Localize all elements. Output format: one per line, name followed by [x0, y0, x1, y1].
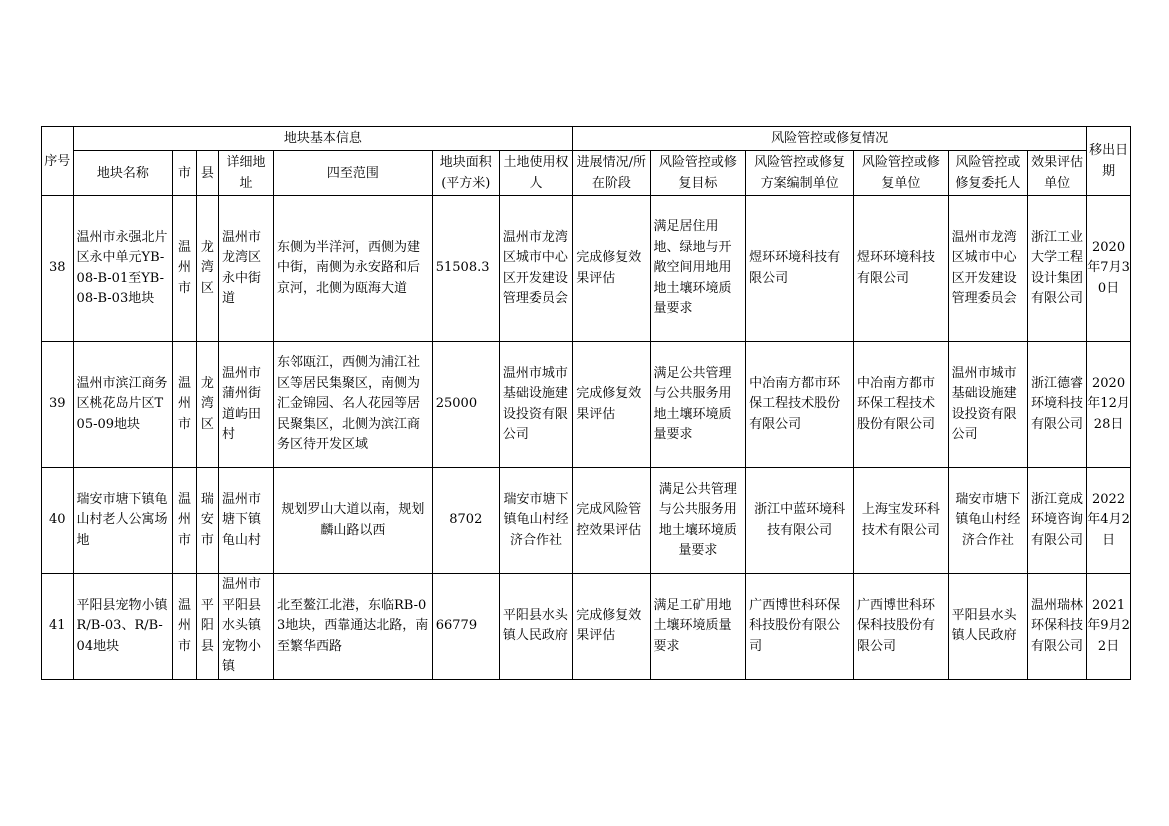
- row-owner: 温州市城市基础设施建设投资有限公司: [499, 342, 572, 468]
- row-county: 龙湾区: [196, 342, 218, 468]
- row-client: 平阳县水头镇人民政府: [948, 574, 1027, 680]
- header-boundary: 四至范围: [273, 151, 432, 196]
- row-date: 2020年7月30日: [1087, 196, 1131, 342]
- row-client: 温州市龙湾区城市中心区开发建设管理委员会: [948, 196, 1027, 342]
- row-seq: 39: [42, 342, 74, 468]
- header-address: 详细地址: [219, 151, 274, 196]
- row-plan-unit: 中冶南方都市环保工程技术股份有限公司: [746, 342, 854, 468]
- row-name: 温州市滨江商务区桃花岛片区T05-09地块: [73, 342, 173, 468]
- row-city: 温州市: [173, 468, 196, 574]
- row-goal: 满足公共管理与公共服务用地土壤环境质量要求: [650, 342, 746, 468]
- row-progress: 完成修复效果评估: [573, 342, 650, 468]
- header-area: 地块面积(平方米): [432, 151, 499, 196]
- row-date: 2022年4月2日: [1087, 468, 1131, 574]
- row-eval-unit: 浙江竟成环境咨询有限公司: [1028, 468, 1087, 574]
- site-table: [41, 126, 1131, 680]
- row-name: 瑞安市塘下镇龟山村老人公寓场地: [73, 468, 173, 574]
- row-area: 8702: [432, 468, 499, 574]
- row-plan-unit: 浙江中蓝环境科技有限公司: [746, 468, 854, 574]
- row-owner: 温州市龙湾区城市中心区开发建设管理委员会: [499, 196, 572, 342]
- row-seq: 38: [42, 196, 74, 342]
- row-city: 温州市: [173, 342, 196, 468]
- row-county: 瑞安市: [196, 468, 218, 574]
- table-row: [42, 196, 1131, 342]
- row-address: 温州市龙湾区永中街道: [219, 196, 274, 342]
- row-name: 温州市永强北片区永中单元YB-08-B-01至YB-08-B-03地块: [73, 196, 173, 342]
- row-owner: 瑞安市塘下镇龟山村经济合作社: [499, 468, 572, 574]
- row-city: 温州市: [173, 574, 196, 680]
- row-client: 瑞安市塘下镇龟山村经济合作社: [948, 468, 1027, 574]
- header-name: 地块名称: [73, 151, 173, 196]
- row-address: 温州市蒲州街道屿田村: [219, 342, 274, 468]
- row-repair-unit: 广西博世科环保科技股份有限公司: [854, 574, 949, 680]
- row-plan-unit: 煜环环境科技有限公司: [746, 196, 854, 342]
- table-row: [42, 342, 1131, 468]
- header-risk-info: 风险管控或修复情况: [573, 127, 1087, 151]
- row-eval-unit: 温州瑞林环保科技有限公司: [1028, 574, 1087, 680]
- header-city: 市: [173, 151, 196, 196]
- row-area: 25000: [432, 342, 499, 468]
- header-row-groups: [42, 127, 1131, 151]
- row-progress: 完成修复效果评估: [573, 574, 650, 680]
- row-county: 平阳县: [196, 574, 218, 680]
- row-boundary: 东邻瓯江，西侧为浦江社区等居民集聚区，南侧为汇金锦园、名人花园等居民聚集区，北侧为滨江商务区待开发区域: [273, 342, 432, 468]
- row-date: 2021年9月22日: [1087, 574, 1131, 680]
- header-removal-date: 移出日期: [1087, 127, 1131, 196]
- header-row-columns: [42, 151, 1131, 196]
- row-progress: 完成风险管控效果评估: [573, 468, 650, 574]
- header-basic-info: 地块基本信息: [73, 127, 573, 151]
- row-goal: 满足工矿用地土壤环境质量要求: [650, 574, 746, 680]
- row-address: 温州市塘下镇龟山村: [219, 468, 274, 574]
- header-seq: 序号: [42, 127, 74, 196]
- row-seq: 40: [42, 468, 74, 574]
- row-eval-unit: 浙江工业大学工程设计集团有限公司: [1028, 196, 1087, 342]
- row-progress: 完成修复效果评估: [573, 196, 650, 342]
- row-county: 龙湾区: [196, 196, 218, 342]
- table-row: [42, 468, 1131, 574]
- header-eval-unit: 效果评估单位: [1028, 151, 1087, 196]
- row-repair-unit: 煜环环境科技有限公司: [854, 196, 949, 342]
- row-boundary: 规划罗山大道以南，规划麟山路以西: [273, 468, 432, 574]
- row-area: 66779: [432, 574, 499, 680]
- header-goal: 风险管控或修复目标: [650, 151, 746, 196]
- header-progress: 进展情况/所在阶段: [573, 151, 650, 196]
- row-eval-unit: 浙江德睿环境科技有限公司: [1028, 342, 1087, 468]
- header-county: 县: [196, 151, 218, 196]
- row-seq: 41: [42, 574, 74, 680]
- row-boundary: 北至鳌江北港，东临RB-03地块，西靠通达北路，南至繁华西路: [273, 574, 432, 680]
- header-client: 风险管控或修复委托人: [948, 151, 1027, 196]
- header-repair-unit: 风险管控或修复单位: [854, 151, 949, 196]
- row-goal: 满足公共管理与公共服务用地土壤环境质量要求: [650, 468, 746, 574]
- row-repair-unit: 中冶南方都市环保工程技术股份有限公司: [854, 342, 949, 468]
- table-row: [42, 574, 1131, 680]
- row-area: 51508.3: [432, 196, 499, 342]
- row-repair-unit: 上海宝发环科技术有限公司: [854, 468, 949, 574]
- row-name: 平阳县宠物小镇R/B-03、R/B-04地块: [73, 574, 173, 680]
- row-city: 温州市: [173, 196, 196, 342]
- row-plan-unit: 广西博世科环保科技股份有限公司: [746, 574, 854, 680]
- row-owner: 平阳县水头镇人民政府: [499, 574, 572, 680]
- row-goal: 满足居住用地、绿地与开敞空间用地用地土壤环境质量要求: [650, 196, 746, 342]
- row-address: 温州市平阳县水头镇宠物小镇: [219, 574, 274, 680]
- header-plan-unit: 风险管控或修复方案编制单位: [746, 151, 854, 196]
- row-boundary: 东侧为半洋河，西侧为建中街，南侧为永安路和后京河，北侧为瓯海大道: [273, 196, 432, 342]
- row-client: 温州市城市基础设施建设投资有限公司: [948, 342, 1027, 468]
- header-owner: 土地使用权人: [499, 151, 572, 196]
- row-date: 2020年12月28日: [1087, 342, 1131, 468]
